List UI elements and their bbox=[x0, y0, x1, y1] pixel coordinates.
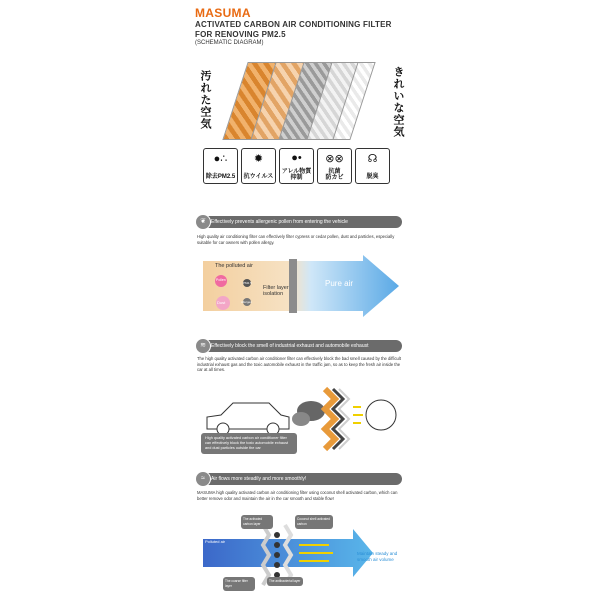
page-subtitle: (SCHEMATIC DIAGRAM) bbox=[195, 40, 264, 46]
carbon-granule bbox=[274, 552, 280, 558]
section2-body: The high quality activated carbon air conditioner filter can effectively block the bad smell caused by the difficult industrial exhaust gas and the toxic automobile exhaust in the traffic jam, so as to keep the fresh air inside the car at all times. bbox=[197, 356, 401, 373]
allergen-icon: ●• bbox=[291, 152, 302, 164]
steady-airflow-label: Maintain steady and smooth air volume bbox=[357, 551, 398, 562]
leaf-icon: ❦ bbox=[195, 214, 211, 230]
carbon-granule bbox=[274, 562, 280, 568]
filter-layers-diagram bbox=[225, 62, 365, 142]
feature-deodorize: ☊ 脱臭 bbox=[355, 148, 390, 184]
section2-heading: ≋ Effectively block the smell of industrial exhaust and automobile exhaust bbox=[197, 340, 402, 352]
pollen-label: Pollen bbox=[216, 278, 226, 282]
feature-virus: ✹ 抗ウイルス bbox=[241, 148, 276, 184]
product-page bbox=[185, 0, 410, 600]
note-coarse-filter: The coarse filter layer bbox=[223, 577, 255, 591]
exhaust-cloud bbox=[292, 412, 310, 426]
face-icon bbox=[366, 400, 396, 430]
note-coconut-shell: Coconut shell activated carbon bbox=[295, 515, 333, 529]
pure-air-label: Pure air bbox=[325, 279, 354, 288]
deodorize-icon: ☊ bbox=[367, 153, 378, 165]
virus-icon: ✹ bbox=[253, 153, 264, 165]
clean-air-label: きれいな空気 bbox=[392, 66, 404, 138]
antibacterial-icon: ⊗⊗ bbox=[325, 153, 344, 165]
pm25-icon: ●∴ bbox=[213, 153, 228, 165]
feature-allergen: ●• アレル物質 抑制 bbox=[279, 148, 314, 184]
airflow-diagram bbox=[203, 515, 403, 595]
feature-antibacterial: ⊗⊗ 抗菌 防カビ bbox=[317, 148, 352, 184]
section3-body: MASUMA high quality activated carbon air conditioning filter using coconut shell activated carbon, which can better remove odor and maintain the air in the car smooth and stable flow! bbox=[197, 490, 398, 501]
page-title: ACTIVATED CARBON AIR CONDITIONING FILTER FOR RENOVING PM2.5 bbox=[195, 20, 392, 39]
airflow-icon: ≈ bbox=[195, 471, 211, 487]
carbon-granule bbox=[274, 532, 280, 538]
smell-icon: ≋ bbox=[195, 338, 211, 354]
exhaust-info-bubble: High quality activated carbon air conditioner filter can effectively block the toxic automobile exhaust and dust particles outside the car bbox=[201, 433, 297, 454]
brand-logo: MASUMA bbox=[195, 6, 251, 20]
polluted-air-label: The polluted air bbox=[215, 263, 253, 269]
note-antibacterial: The antibacterial layer bbox=[267, 577, 303, 586]
section1-heading: ❦ Effectively prevents allergenic pollen from entering the vehicle bbox=[197, 216, 402, 228]
pm25-label: PM2.5 bbox=[243, 281, 252, 285]
section3-heading: ≈ Air flows more steadily and more smoothly! bbox=[197, 473, 402, 485]
carbon-granule bbox=[274, 542, 280, 548]
note-activated-carbon: The activated carbon layer bbox=[241, 515, 273, 529]
polluted-air-flow-label: Polluted air bbox=[205, 539, 226, 544]
allergen-label: Allergen bbox=[241, 300, 253, 304]
filter-zigzag bbox=[325, 389, 335, 449]
dirty-air-label: 汚れた空気 bbox=[199, 70, 211, 130]
exhaust-filter-diagram bbox=[203, 385, 403, 465]
dust-label: Dust bbox=[217, 300, 226, 305]
feature-pm25: ●∴ 除去PM2.5 bbox=[203, 148, 238, 184]
feature-icons-row bbox=[203, 148, 390, 184]
pollen-filter-diagram bbox=[203, 255, 403, 317]
filter-layer-label: Filter layer isolation bbox=[263, 285, 289, 297]
fresh-air-arrows bbox=[353, 407, 363, 423]
section1-body: High quality air conditioning filter can effectively filter cypress or cedar pollen, dust and particles, especially suitable for car owners with pollen allergy. bbox=[197, 234, 395, 245]
